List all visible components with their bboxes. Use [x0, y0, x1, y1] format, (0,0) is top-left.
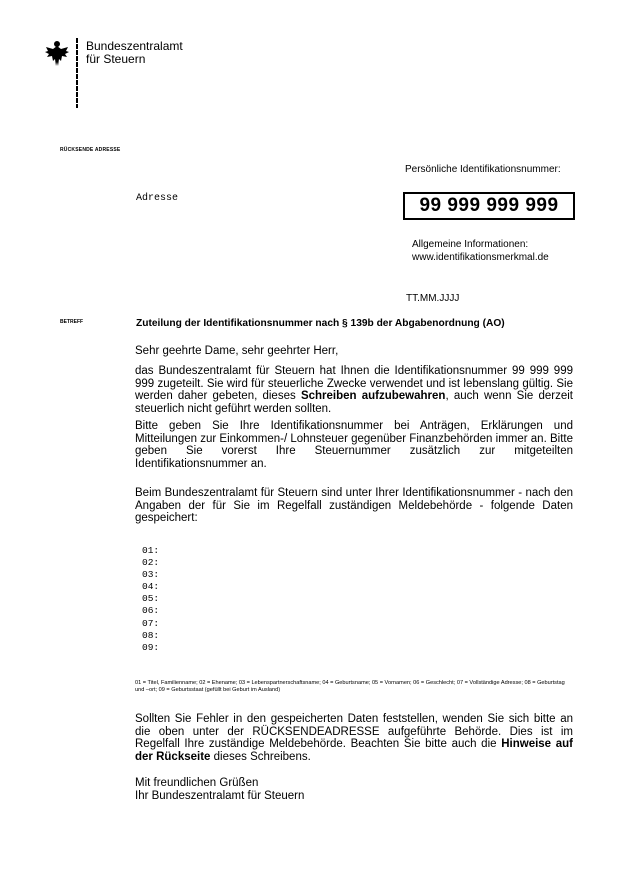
- field-row: 07:: [142, 617, 160, 629]
- recipient-address: Adresse: [136, 193, 179, 204]
- field-row: 09:: [142, 641, 160, 653]
- info-link[interactable]: www.identifikationsmerkmal.de: [412, 252, 549, 263]
- paragraph-1-text: das Bundeszentralamt für Steuern hat Ihnen die Identifikationsnummer 99 999 999 999 zugeteilt. Sie wird für steuerliche Zwecke verwendet und ist lebenslang gültig. Sie werden daher gebeten, dieses: [135, 365, 573, 403]
- field-row: 04:: [142, 581, 160, 593]
- field-row: 03:: [142, 569, 160, 581]
- data-fields-list: [142, 545, 159, 654]
- org-line-2: für Steuern: [86, 52, 146, 66]
- id-number-box: 99 999 999 999: [403, 192, 575, 220]
- paragraph-2: Bitte geben Sie Ihre Identifikationsnummer bei Anträgen, Erklärungen und Mitteilungen zur Einkommen-/ Lohnsteuer gegenüber Finanzbehörden immer an. Bitte geben Sie vorerst Ihre Steuernummer zusätzlich zur mitgeteilten Identifikationsnummer an.: [135, 420, 573, 470]
- field-row: 05:: [142, 593, 160, 605]
- org-name: [86, 40, 183, 66]
- letter-date: TT.MM.JJJJ: [406, 293, 460, 304]
- paragraph-3: Beim Bundeszentralamt für Steuern sind unter Ihrer Identifikationsnummer - nach den Angaben der für Sie im Regelfall zuständigen Meldebehörde - folgende Daten gespeichert:: [135, 487, 573, 525]
- letter-subject: Zuteilung der Identifikationsnummer nach § 139b der Abgabenordnung (AO): [136, 318, 505, 329]
- paragraph-1-text-end: , auch wenn Sie derzeit steuerlich nicht geführt werden sollten.: [135, 390, 574, 415]
- org-line-1: Bundeszentralamt: [86, 39, 183, 53]
- betreff-label: BETREFF: [60, 319, 84, 325]
- field-row: 08:: [142, 629, 160, 641]
- paragraph-1: [135, 365, 573, 415]
- field-row: 06:: [142, 605, 160, 617]
- field-legend: 01 = Titel, Familienname; 02 = Ehename; 03 = Lebenspartnerschaftsname; 04 = Geburtsname; 05 = Vornamen; 06 = Geschlecht; 07 = Vollständige Adresse; 08 = Geburtstag und –ort; 09 = Geburtsstaat (gefüllt bei Geburt im Ausland): [135, 680, 565, 693]
- paragraph-4: [135, 713, 573, 763]
- info-block: [412, 238, 549, 264]
- closing: [135, 777, 304, 803]
- paragraph-4-text-end: dieses Schreibens.: [210, 750, 311, 763]
- paragraph-4-text: Sollten Sie Fehler in den gespeicherten Daten feststellen, wenden Sie sich bitte an die oben unter der RÜCKSENDEADRESSE aufgeführte Behörde. Dies ist im Regelfall Ihre zuständige Meldebehörde. Beachten Sie bitte auch die: [135, 713, 573, 751]
- paragraph-4-bold: Hinweise auf der Rückseite: [135, 738, 573, 763]
- header-divider: [76, 38, 78, 108]
- closing-line-1: Mit freundlichen Grüßen: [135, 777, 259, 789]
- id-number-label: Persönliche Identifikationsnummer:: [405, 164, 561, 175]
- field-row: 01:: [142, 545, 160, 556]
- federal-eagle-icon: [44, 40, 70, 68]
- closing-line-2: Ihr Bundeszentralamt für Steuern: [135, 790, 305, 802]
- info-title: Allgemeine Informationen:: [412, 239, 529, 250]
- field-row: 02:: [142, 557, 160, 569]
- paragraph-1-bold: Schreiben aufzubewahren: [300, 390, 446, 403]
- return-address-label: RÜCKSENDE ADRESSE: [60, 147, 121, 153]
- salutation: Sehr geehrte Dame, sehr geehrter Herr,: [135, 345, 339, 357]
